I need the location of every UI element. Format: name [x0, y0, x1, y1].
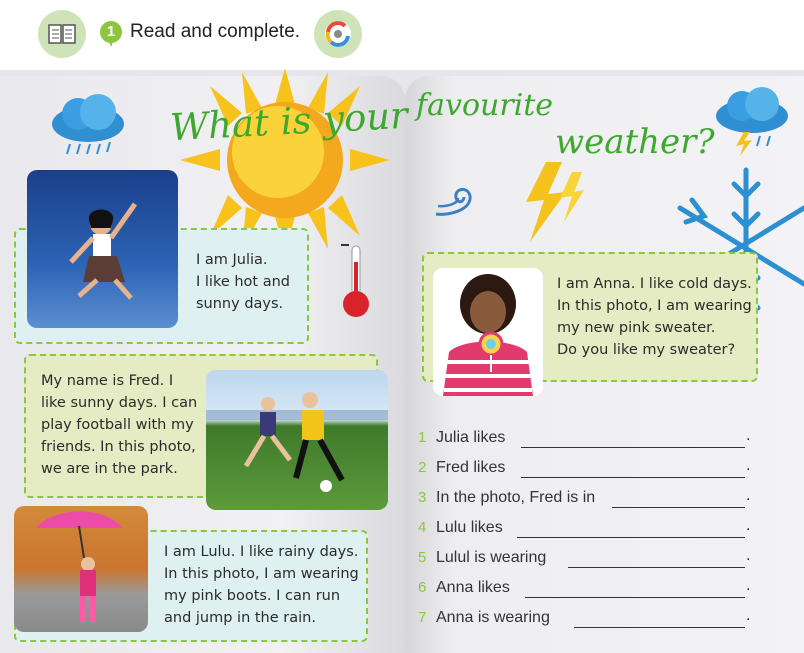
answer-line-3[interactable] — [612, 487, 745, 508]
answer-dot-6: . — [746, 577, 751, 594]
question-4-number: 4 — [418, 519, 427, 536]
title-line-2: favourite — [416, 88, 554, 123]
title-line-1: What is your — [169, 93, 409, 150]
question-5-number: 5 — [418, 549, 427, 566]
question-2-text: Fred likes — [436, 459, 506, 476]
anna-text — [557, 273, 752, 361]
question-1-number: 1 — [418, 429, 427, 446]
anna-line-4: Do you like my sweater? — [557, 342, 736, 358]
fred-line-4: friends. In this photo, — [41, 439, 196, 455]
question-6-number: 6 — [418, 579, 427, 596]
question-1-text: Julia likes — [436, 429, 506, 446]
answer-dot-2: . — [746, 457, 751, 474]
lulu-line-3: my pink boots. I can run — [164, 588, 341, 604]
question-6-text: Anna likes — [436, 579, 510, 596]
storm-cloud-icon — [712, 84, 792, 156]
answer-line-5[interactable] — [568, 547, 745, 568]
question-5-text: Lulul is wearing — [436, 549, 547, 566]
question-7-text: Anna is wearing — [436, 609, 550, 626]
anna-line-2: In this photo, I am wearing — [557, 298, 752, 314]
instruction-text: Read and complete. — [130, 21, 301, 42]
answer-line-6[interactable] — [525, 577, 745, 598]
fred-text — [41, 370, 197, 480]
question-3 — [418, 489, 595, 511]
question-2 — [418, 459, 505, 481]
refresh-icon — [314, 10, 362, 58]
question-3-text: In the photo, Fred is in — [436, 489, 596, 506]
anna-line-3: my new pink sweater. — [557, 320, 716, 336]
fred-line-1: My name is Fred. I — [41, 373, 174, 389]
answer-dot-1: . — [746, 427, 751, 444]
julia-text — [196, 249, 290, 315]
julia-photo — [27, 170, 178, 328]
thermometer-icon — [338, 242, 374, 322]
answer-dot-4: . — [746, 517, 751, 534]
question-5 — [418, 549, 546, 571]
question-1 — [418, 429, 505, 451]
answer-dot-7: . — [746, 607, 751, 624]
title-line-3: weather? — [555, 122, 715, 162]
question-6 — [418, 579, 510, 601]
step-number-badge: 1 — [100, 21, 122, 43]
lulu-line-1: I am Lulu. I like rainy days. — [164, 544, 359, 560]
answer-line-1[interactable] — [521, 427, 745, 448]
answer-dot-5: . — [746, 547, 751, 564]
lulu-line-4: and jump in the rain. — [164, 610, 316, 626]
answer-line-7[interactable] — [574, 607, 745, 628]
rain-cloud-icon — [48, 92, 130, 162]
question-4 — [418, 519, 503, 541]
lulu-line-2: In this photo, I am wearing — [164, 566, 359, 582]
wind-icon — [432, 180, 480, 222]
question-3-number: 3 — [418, 489, 427, 506]
lulu-photo — [14, 506, 148, 632]
answer-line-4[interactable] — [517, 517, 745, 538]
julia-line-2: I like hot and — [196, 274, 290, 290]
answer-line-2[interactable] — [521, 457, 745, 478]
fred-line-2: like sunny days. I can — [41, 395, 198, 411]
anna-photo — [433, 268, 543, 396]
fred-line-5: we are in the park. — [41, 461, 178, 477]
question-7-number: 7 — [418, 609, 427, 626]
question-2-number: 2 — [418, 459, 427, 476]
answer-dot-3: . — [746, 487, 751, 504]
fred-line-3: play football with my — [41, 417, 194, 433]
book-icon — [38, 10, 86, 58]
question-4-text: Lulu likes — [436, 519, 503, 536]
lightning-icon — [520, 162, 588, 244]
julia-line-1: I am Julia. — [196, 252, 268, 268]
lulu-text — [164, 541, 359, 629]
fred-photo — [206, 370, 388, 510]
julia-line-3: sunny days. — [196, 296, 284, 312]
question-7 — [418, 609, 550, 631]
anna-line-1: I am Anna. I like cold days. — [557, 276, 752, 292]
